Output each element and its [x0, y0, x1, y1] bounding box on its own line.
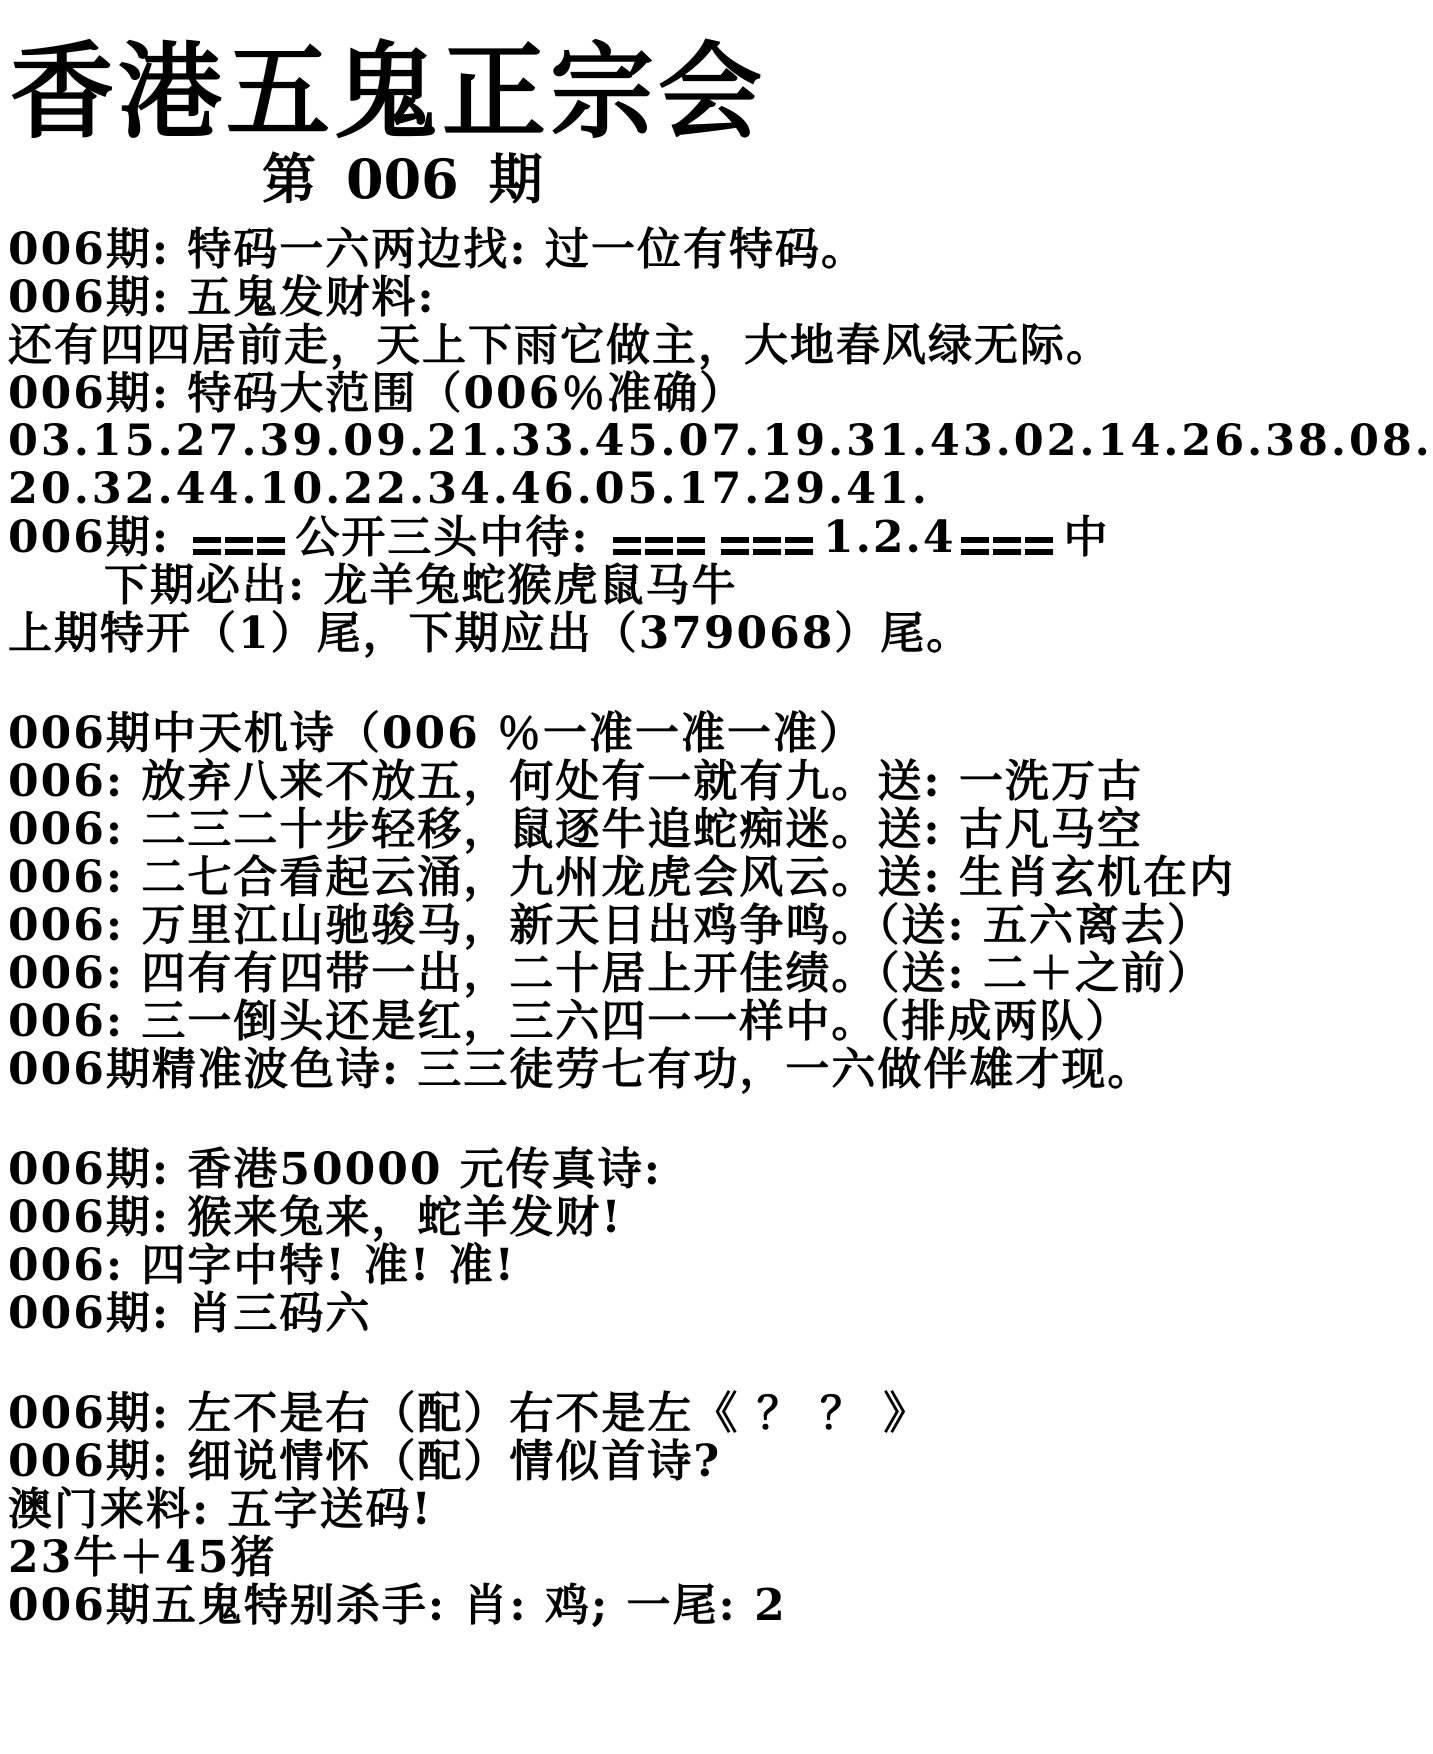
page-title: 香港五鬼正宗会	[10, 30, 767, 153]
issue-suffix: 期	[488, 147, 543, 211]
text-line: 006: 二三二十步轻移，鼠逐牛追蛇痴迷。送: 古凡马空	[8, 804, 1143, 855]
text-line: 006期中天机诗（006 ％一准一准一准）	[8, 708, 866, 759]
text-line: 006期精准波色诗: 三三徒劳七有功，一六做伴雄才现。	[8, 1044, 1154, 1095]
text-line: 006期: 香港50000 元传真诗:	[8, 1144, 663, 1195]
text-line: 23牛＋45猪	[8, 1532, 277, 1583]
redaction-bars	[193, 519, 289, 563]
redaction-bars	[613, 519, 709, 563]
text-line: 006期: 五鬼发财料:	[8, 272, 436, 323]
text-line-with-bars	[8, 512, 1110, 563]
text-line: 006: 三一倒头还是红，三六四一一样中。（排成两队）	[8, 996, 1132, 1047]
text-line: 006期: 特码大范围（006％准确）	[8, 368, 746, 419]
issue-number: 006	[346, 147, 459, 211]
text-line: 006期: 特码一六两边找: 过一位有特码。	[8, 224, 867, 275]
issue-prefix: 第	[262, 147, 316, 211]
text-line: 006期: 猴来兔来，蛇羊发财!	[8, 1192, 623, 1243]
number-line: 20.32.44.10.22.34.46.05.17.29.41.	[8, 464, 930, 514]
text-line: 006期: 肖三码六	[8, 1288, 372, 1339]
text-line: 006: 二七合看起云涌，九州龙虎会风云。送: 生肖玄机在内	[8, 852, 1235, 903]
text-line: 006期: 左不是右（配）右不是左《 ？ ？ 》	[8, 1388, 930, 1439]
redaction-bars	[961, 519, 1057, 563]
text-segment: 中	[1063, 512, 1110, 563]
text-line: 澳门来料: 五字送码!	[8, 1484, 433, 1535]
text-line: 下期必出: 龙羊兔蛇猴虎鼠马牛	[104, 560, 738, 611]
text-segment: 公开三头中待:	[295, 512, 607, 563]
text-segment: 1.2.4	[822, 512, 956, 563]
text-line: 006期: 细说情怀（配）情似首诗?	[8, 1436, 722, 1487]
text-segment: 006期:	[8, 512, 188, 563]
text-line: 006: 放弃八来不放五，何处有一就有九。送: 一洗万古	[8, 756, 1143, 807]
issue-heading	[262, 147, 573, 211]
redaction-bars	[721, 519, 817, 563]
text-line: 上期特开（1）尾，下期应出（379068）尾。	[8, 608, 973, 659]
text-line: 还有四四居前走，天上下雨它做主，大地春风绿无际。	[8, 320, 1112, 371]
text-line: 006: 万里江山驰骏马，新天日出鸡争鸣。（送: 五六离去）	[8, 900, 1213, 951]
text-line: 006期五鬼特别杀手: 肖: 鸡; 一尾: 2	[8, 1580, 787, 1631]
text-line: 006: 四有有四带一出，二十居上开佳绩。（送: 二＋之前）	[8, 948, 1213, 999]
text-line: 006: 四字中特! 准! 准!	[8, 1240, 516, 1291]
number-line: 03.15.27.39.09.21.33.45.07.19.31.43.02.14.26.38.08.	[8, 416, 1433, 466]
